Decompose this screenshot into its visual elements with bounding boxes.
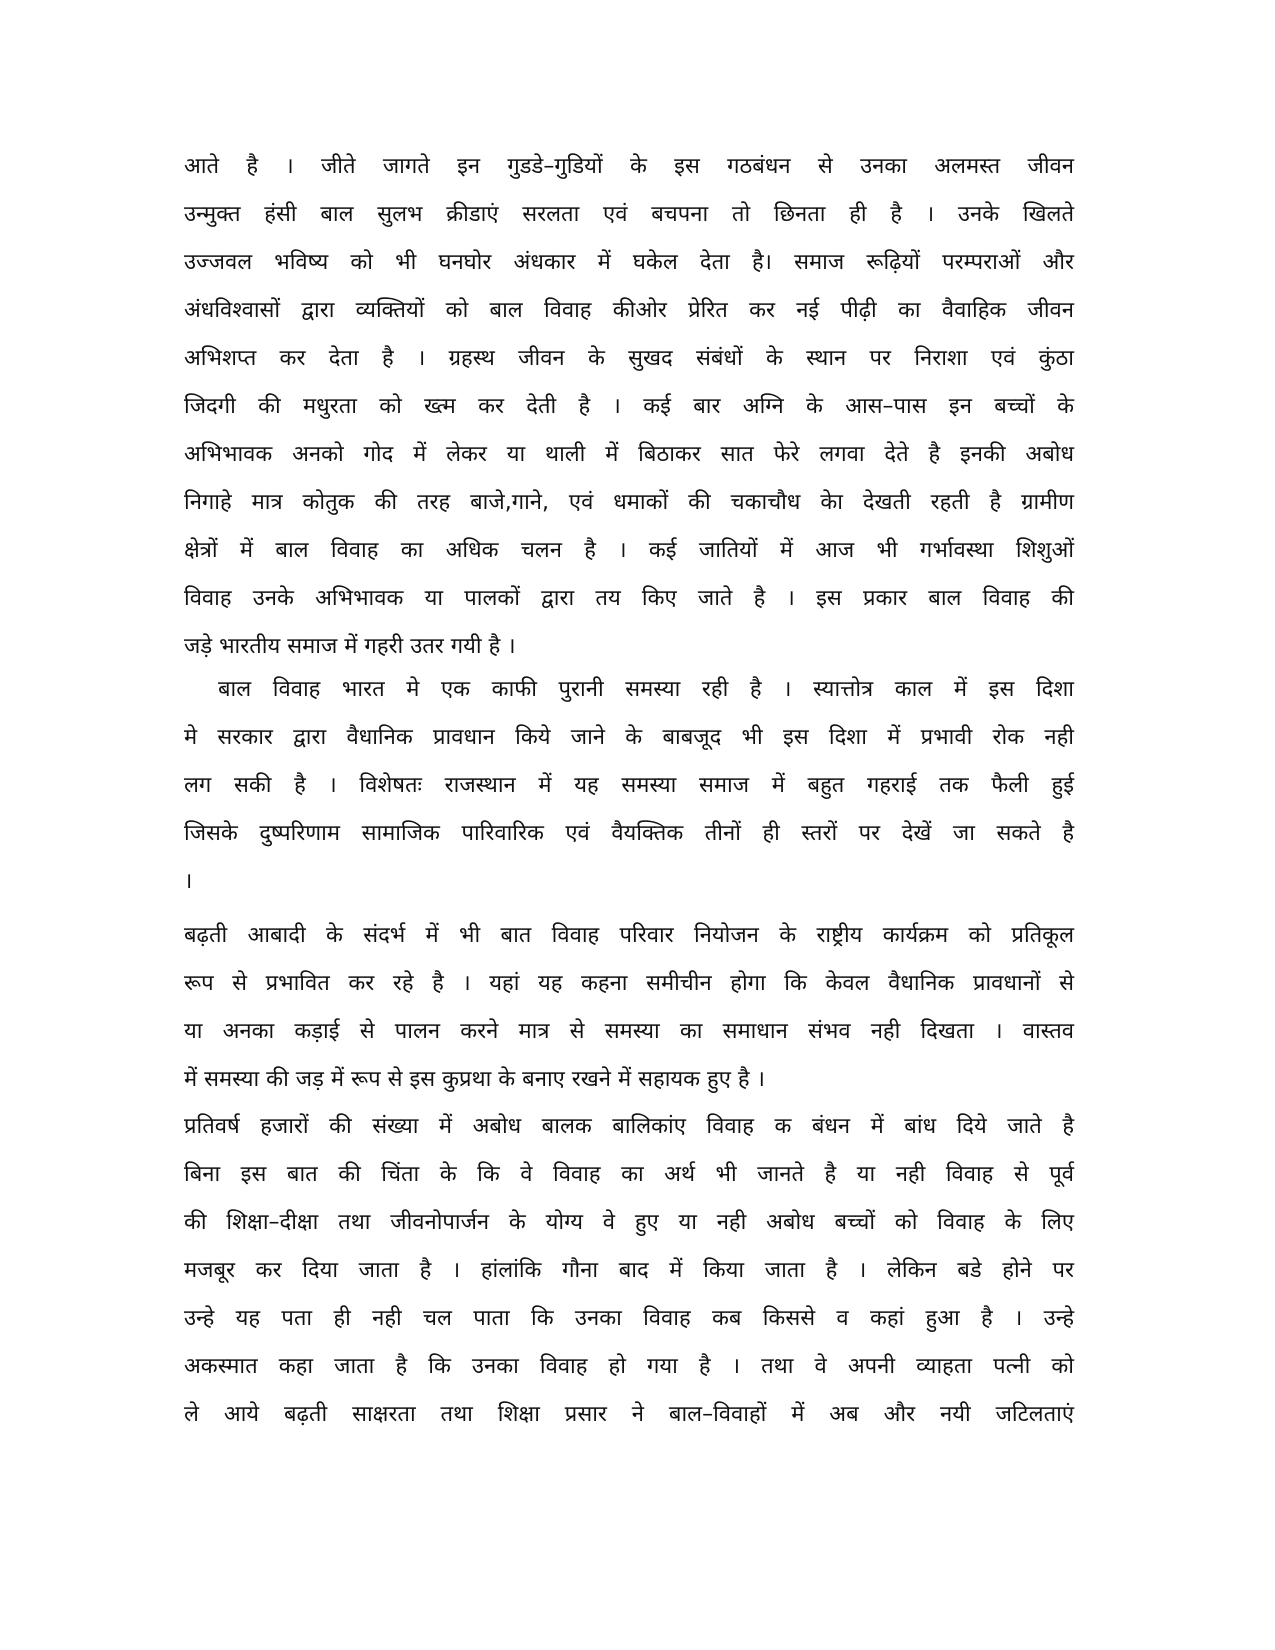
text-line: जिसके दुष्परिणाम सामाजिक पारिवारिक एवं वैयक्तिक तीनों ही स्तरों पर देखें जा सकते है	[184, 821, 1074, 846]
paragraph-4	[184, 1103, 1074, 1439]
text-line: जड़े भारतीय समाज में गहरी उतर गयी है ।	[184, 634, 516, 659]
text-line: मजबूर कर दिया जाता है । हांलांकि गौना बाद में किया जाता है । लेकिन बडे होने पर	[184, 1258, 1074, 1283]
text-line: आते है । जीते जागते इन गुडडे–गुडियों के इस गठबंधन से उनका अलमस्त जीवन	[184, 154, 1074, 179]
paragraph-2	[184, 666, 1074, 906]
text-line: जिदगी की मधुरता को ख्त्म कर देती है । कई बार अग्नि के आस–पास इन बच्चों के	[184, 394, 1074, 419]
paragraph-3	[184, 912, 1074, 1104]
text-line: लग सकी है । विशेषतः राजस्थान में यह समस्या समाज में बहुत गहराई तक फैली हुई	[184, 773, 1074, 798]
text-line: या अनका कड़ाई से पालन करने मात्र से समस्या का समाधान संभव नही दिखता । वास्तव	[184, 1019, 1074, 1044]
text-line: ।	[184, 869, 193, 894]
text-line: रूप से प्रभावित कर रहे है । यहां यह कहना समीचीन होगा कि केवल वैधानिक प्रावधानों से	[184, 971, 1074, 996]
text-line: बाल विवाह भारत मे एक काफी पुरानी समस्या रही है । स्यात्तोत्र काल में इस दिशा	[218, 677, 1074, 702]
text-line: मे सरकार द्वारा वैधानिक प्रावधान किये जाने के बाबजूद भी इस दिशा में प्रभावी रोक नही	[184, 725, 1074, 750]
text-line: बिना इस बात की चिंता के कि वे विवाह का अर्थ भी जानते है या नही विवाह से पूर्व	[184, 1162, 1074, 1187]
text-line: विवाह उनके अभिभावक या पालकों द्वारा तय किए जाते है । इस प्रकार बाल विवाह की	[184, 586, 1074, 611]
paragraph-1	[184, 143, 1074, 671]
text-line: अभिभावक अनको गोद में लेकर या थाली में बिठाकर सात फेरे लगवा देते है इनकी अबोध	[184, 442, 1074, 467]
text-line: उज्जवल भविष्य को भी घनघोर अंधकार में घकेल देता है। समाज रूढ़ियों परम्पराओं और	[184, 250, 1074, 275]
text-line: बढ़ती आबादी के संदर्भ में भी बात विवाह परिवार नियोजन के राष्ट्रीय कार्यक्रम को प्रतिकूल	[184, 923, 1074, 948]
text-line: अकस्मात कहा जाता है कि उनका विवाह हो गया है । तथा वे अपनी व्याहता पत्नी को	[184, 1354, 1074, 1379]
text-line: उन्मुक्त हंसी बाल सुलभ क्रीडाएं सरलता एवं बचपना तो छिनता ही है । उनके खिलते	[184, 202, 1074, 227]
text-line: निगाहे मात्र कोतुक की तरह बाजे,गाने, एवं धमाकों की चकाचौध केा देखती रहती है ग्रामीण	[184, 490, 1074, 515]
text-line: प्रतिवर्ष हजारों की संख्या में अबोध बालक बालिकांए विवाह क बंधन में बांध दिये जाते है	[184, 1114, 1074, 1139]
text-line: क्षेत्रों में बाल विवाह का अधिक चलन है । कई जातियों में आज भी गर्भावस्था शिशुओं	[184, 538, 1074, 563]
text-line: अभिशप्त कर देता है । ग्रहस्थ जीवन के सुखद संबंधों के स्थान पर निराशा एवं कुंठा	[184, 346, 1074, 371]
text-line: में समस्या की जड़ में रूप से इस कुप्रथा के बनाए रखने में सहायक हुए है ।	[184, 1067, 765, 1092]
text-line: ले आये बढ़ती साक्षरता तथा शिक्षा प्रसार ने बाल–विवाहों में अब और नयी जटिलताएं	[184, 1402, 1074, 1427]
text-line: की शिक्षा–दीक्षा तथा जीवनोपार्जन के योग्य वे हुए या नही अबोध बच्चों को विवाह के लिए	[184, 1210, 1074, 1235]
text-line: उन्हे यह पता ही नही चल पाता कि उनका विवाह कब किससे व कहां हुआ है । उन्हे	[184, 1306, 1074, 1331]
text-line: अंधविश्वासों द्वारा व्यक्तियों को बाल विवाह कीओर प्रेरित कर नई पीढ़ी का वैवाहिक जीवन	[184, 298, 1074, 323]
